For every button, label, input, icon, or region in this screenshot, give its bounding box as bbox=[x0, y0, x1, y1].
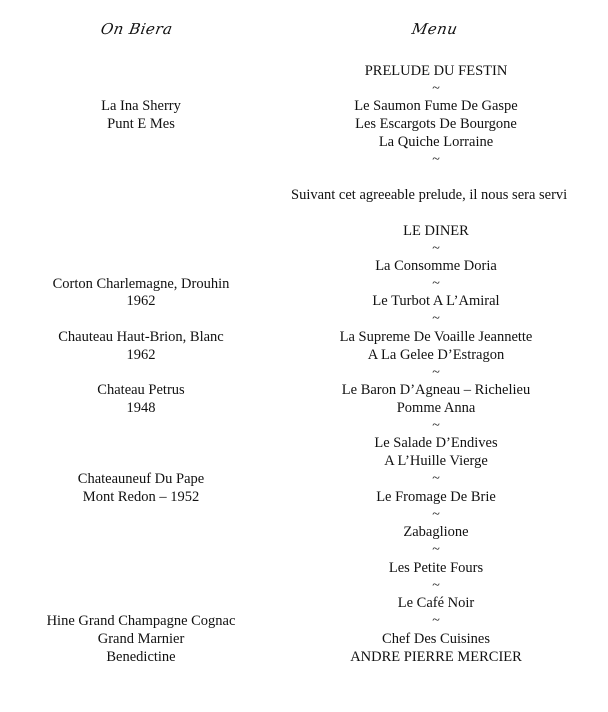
dish-baron: Le Baron D’Agneau – Richelieu bbox=[341, 382, 531, 398]
separator: ~ bbox=[432, 365, 440, 380]
suivant-line: Suivant cet agreeable prelude, il nous sera servi bbox=[291, 187, 568, 203]
dish-huille: A L’Huille Vierge bbox=[384, 453, 488, 469]
separator: ~ bbox=[432, 241, 440, 256]
dish-consomme: La Consomme Doria bbox=[375, 258, 497, 274]
wine-haut-brion-year: 1962 bbox=[126, 347, 156, 363]
dish-pomme: Pomme Anna bbox=[396, 400, 476, 416]
wine-petrus-year: 1948 bbox=[126, 400, 156, 416]
dish-gelee: A La Gelee D’Estragon bbox=[367, 347, 505, 363]
wine-corton-year: 1962 bbox=[126, 293, 156, 309]
wine-corton: Corton Charlemagne, Drouhin bbox=[52, 276, 230, 292]
separator: ~ bbox=[432, 276, 440, 291]
dish-supreme: La Supreme De Voaille Jeannette bbox=[339, 329, 533, 345]
dish-petite-fours: Les Petite Fours bbox=[388, 560, 484, 576]
wine-punt-e-mes: Punt E Mes bbox=[107, 116, 175, 132]
dish-fromage: Le Fromage De Brie bbox=[376, 489, 496, 505]
wine-haut-brion: Chauteau Haut-Brion, Blanc bbox=[58, 329, 224, 345]
wine-petrus: Chateau Petrus bbox=[97, 382, 185, 398]
dish-salade: Le Salade D’Endives bbox=[374, 435, 498, 451]
dish-turbot: Le Turbot A L’Amiral bbox=[372, 293, 500, 309]
separator: ~ bbox=[432, 471, 440, 486]
chef-title: Chef Des Cuisines bbox=[382, 631, 490, 647]
dish-escargots: Les Escargots De Bourgone bbox=[355, 116, 517, 132]
dish-cafe-noir: Le Café Noir bbox=[397, 595, 475, 611]
wine-grand-marnier: Grand Marnier bbox=[97, 631, 185, 647]
dish-zabaglione: Zabaglione bbox=[403, 524, 469, 540]
separator: ~ bbox=[432, 542, 440, 557]
wine-mont-redon: Mont Redon – 1952 bbox=[82, 489, 200, 505]
wine-heading: On Biera bbox=[99, 20, 175, 38]
separator: ~ bbox=[432, 613, 440, 628]
menu-heading: Menu bbox=[410, 20, 460, 38]
dish-quiche: La Quiche Lorraine bbox=[378, 134, 494, 150]
separator: ~ bbox=[432, 578, 440, 593]
separator: ~ bbox=[432, 507, 440, 522]
separator: ~ bbox=[432, 152, 440, 167]
wine-sherry: La Ina Sherry bbox=[101, 98, 181, 114]
wine-chateauneuf: Chateauneuf Du Pape bbox=[77, 471, 205, 487]
separator: ~ bbox=[432, 81, 440, 96]
wine-cognac: Hine Grand Champagne Cognac bbox=[46, 613, 236, 629]
separator: ~ bbox=[432, 418, 440, 433]
diner-title: LE DINER bbox=[403, 223, 469, 239]
chef-name: ANDRE PIERRE MERCIER bbox=[350, 649, 522, 665]
dish-saumon: Le Saumon Fume De Gaspe bbox=[354, 98, 518, 114]
separator: ~ bbox=[432, 311, 440, 326]
prelude-title: PRELUDE DU FESTIN bbox=[364, 63, 508, 79]
wine-benedictine: Benedictine bbox=[106, 649, 176, 665]
